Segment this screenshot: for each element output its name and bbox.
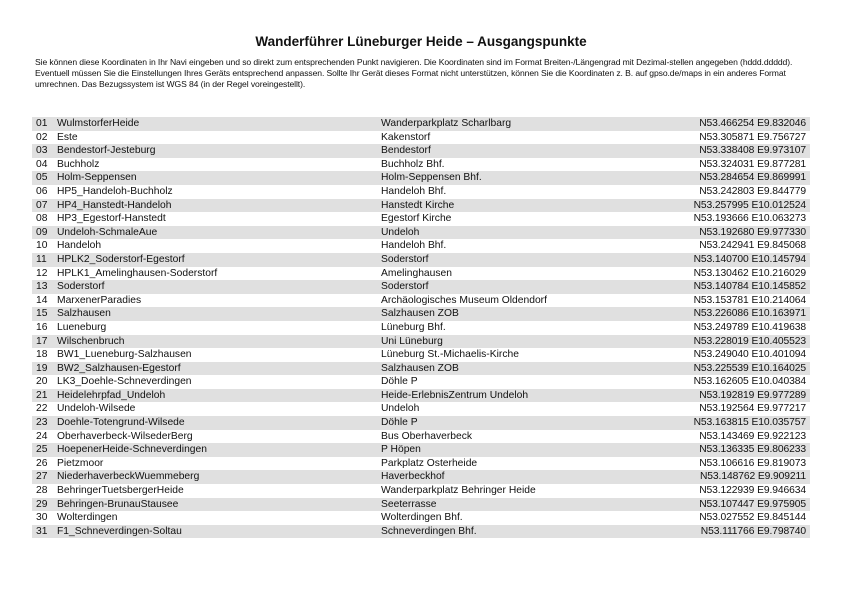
route-name: NiederhaverbeckWuemmeberg bbox=[57, 471, 200, 483]
table-row bbox=[32, 389, 810, 403]
gps-coordinates: N53.249040 E10.401094 bbox=[693, 349, 806, 361]
row-number: 13 bbox=[36, 281, 48, 293]
route-name: HP3_Egestorf-Hanstedt bbox=[57, 213, 166, 225]
route-name: Holm-Seppensen bbox=[57, 172, 137, 184]
route-name: HoepenerHeide-Schneverdingen bbox=[57, 444, 207, 456]
route-name: Oberhaverbeck-WilsederBerg bbox=[57, 430, 193, 442]
table-row bbox=[32, 280, 810, 294]
table-row bbox=[32, 430, 810, 444]
gps-coordinates: N53.305871 E9.756727 bbox=[699, 131, 806, 143]
route-name: HPLK2_Soderstorf-Egestorf bbox=[57, 253, 185, 265]
table-row bbox=[32, 185, 810, 199]
route-name: Undeloh-Wilsede bbox=[57, 403, 136, 415]
start-location: Hanstedt Kirche bbox=[381, 199, 455, 211]
route-name: Lueneburg bbox=[57, 321, 107, 333]
table-row bbox=[32, 402, 810, 416]
table-row bbox=[32, 443, 810, 457]
route-name: Este bbox=[57, 131, 78, 143]
row-number: 15 bbox=[36, 308, 48, 320]
start-location: Buchholz Bhf. bbox=[381, 158, 445, 170]
route-name: Salzhausen bbox=[57, 308, 111, 320]
row-number: 10 bbox=[36, 240, 48, 252]
start-location: P Höpen bbox=[381, 444, 421, 456]
gps-coordinates: N53.122939 E9.946634 bbox=[699, 485, 806, 497]
start-location: Handeloh Bhf. bbox=[381, 185, 447, 197]
start-location: Seeterrasse bbox=[381, 498, 437, 510]
table-row bbox=[32, 294, 810, 308]
start-location: Bus Oberhaverbeck bbox=[381, 430, 473, 442]
route-name: HP5_Handeloh-Buchholz bbox=[57, 185, 173, 197]
table-row bbox=[32, 470, 810, 484]
gps-coordinates: N53.148762 E9.909211 bbox=[699, 471, 806, 483]
table-row bbox=[32, 144, 810, 158]
start-location: Parkplatz Osterheide bbox=[381, 457, 478, 469]
gps-coordinates: N53.107447 E9.975905 bbox=[699, 498, 806, 510]
start-location: Salzhausen ZOB bbox=[381, 362, 459, 374]
row-number: 30 bbox=[36, 512, 48, 524]
gps-coordinates: N53.027552 E9.845144 bbox=[699, 512, 806, 524]
route-name: Bendestorf-Jesteburg bbox=[57, 145, 156, 157]
start-location: Uni Lüneburg bbox=[381, 335, 443, 347]
table-row bbox=[32, 511, 810, 525]
gps-coordinates: N53.324031 E9.877281 bbox=[699, 158, 806, 170]
table-row bbox=[32, 375, 810, 389]
gps-coordinates: N53.225539 E10.164025 bbox=[693, 362, 806, 374]
route-name: HPLK1_Amelinghausen-Soderstorf bbox=[57, 267, 218, 279]
gps-coordinates: N53.249789 E10.419638 bbox=[693, 321, 806, 333]
page-title: Wanderführer Lüneburger Heide – Ausgangspunkte bbox=[255, 34, 587, 49]
row-number: 07 bbox=[36, 199, 48, 211]
row-number: 18 bbox=[36, 349, 48, 361]
row-number: 01 bbox=[36, 118, 48, 129]
start-location: Kakenstorf bbox=[381, 131, 431, 143]
gps-coordinates: N53.130462 E10.216029 bbox=[693, 267, 806, 279]
table-row bbox=[32, 457, 810, 471]
start-location: Wanderparkplatz Behringer Heide bbox=[381, 485, 536, 497]
gps-coordinates: N53.466254 E9.832046 bbox=[699, 118, 806, 129]
start-location: Archäologisches Museum Oldendorf bbox=[381, 294, 547, 306]
gps-coordinates: N53.338408 E9.973107 bbox=[699, 145, 806, 157]
row-number: 09 bbox=[36, 226, 48, 238]
gps-coordinates: N53.136335 E9.806233 bbox=[699, 444, 806, 456]
start-location: Lüneburg Bhf. bbox=[381, 321, 446, 333]
gps-coordinates: N53.192819 E9.977289 bbox=[699, 389, 806, 401]
route-name: MarxenerParadies bbox=[57, 294, 142, 306]
route-name: Soderstorf bbox=[57, 281, 105, 293]
start-location: Undeloh bbox=[381, 226, 420, 238]
start-location: Wolterdingen Bhf. bbox=[381, 512, 463, 524]
gps-coordinates: N53.226086 E10.163971 bbox=[693, 308, 806, 320]
row-number: 12 bbox=[36, 267, 48, 279]
route-name: LK3_Doehle-Schneverdingen bbox=[57, 376, 192, 388]
table-row bbox=[32, 171, 810, 185]
start-location: Soderstorf bbox=[381, 253, 429, 265]
gps-coordinates: N53.228019 E10.405523 bbox=[693, 335, 806, 347]
route-name: HP4_Hanstedt-Handeloh bbox=[57, 199, 172, 211]
table-row bbox=[32, 498, 810, 512]
gps-coordinates: N53.284654 E9.869991 bbox=[699, 172, 806, 184]
gps-coordinates: N53.140784 E10.145852 bbox=[693, 281, 806, 293]
start-location: Döhle P bbox=[381, 376, 418, 388]
gps-coordinates: N53.257995 E10.012524 bbox=[693, 199, 806, 211]
table-row bbox=[32, 307, 810, 321]
table-row bbox=[32, 212, 810, 226]
gps-coordinates: N53.162605 E10.040384 bbox=[693, 376, 806, 388]
route-name: Wilschenbruch bbox=[57, 335, 125, 347]
row-number: 03 bbox=[36, 145, 48, 157]
row-number: 26 bbox=[36, 457, 48, 469]
row-number: 05 bbox=[36, 172, 48, 184]
table-row bbox=[32, 267, 810, 281]
route-name: BW2_Salzhausen-Egestorf bbox=[57, 362, 181, 374]
start-location: Salzhausen ZOB bbox=[381, 308, 459, 320]
row-number: 31 bbox=[36, 525, 48, 537]
route-name: Handeloh bbox=[57, 240, 102, 252]
route-name: WulmstorferHeide bbox=[57, 118, 140, 129]
row-number: 21 bbox=[36, 389, 48, 401]
gps-coordinates: N53.242803 E9.844779 bbox=[699, 185, 806, 197]
route-name: Buchholz bbox=[57, 158, 100, 170]
start-location: Schneverdingen Bhf. bbox=[381, 525, 477, 537]
gps-coordinates: N53.111766 E9.798740 bbox=[700, 525, 806, 537]
route-name: Behringen-BrunauStausee bbox=[57, 498, 179, 510]
row-number: 28 bbox=[36, 485, 48, 497]
row-number: 22 bbox=[36, 403, 48, 415]
route-name: F1_Schneverdingen-Soltau bbox=[57, 525, 182, 537]
start-location: Döhle P bbox=[381, 417, 418, 429]
table-row bbox=[32, 348, 810, 362]
row-number: 25 bbox=[36, 444, 48, 456]
row-number: 23 bbox=[36, 417, 48, 429]
table-row bbox=[32, 484, 810, 498]
row-number: 24 bbox=[36, 430, 48, 442]
route-name: Undeloh-SchmaleAue bbox=[57, 226, 158, 238]
gps-coordinates: N53.106616 E9.819073 bbox=[699, 457, 806, 469]
route-name: Wolterdingen bbox=[57, 512, 118, 524]
row-number: 02 bbox=[36, 131, 48, 143]
start-location: Handeloh Bhf. bbox=[381, 240, 447, 252]
row-number: 14 bbox=[36, 294, 48, 306]
gps-coordinates: N53.143469 E9.922123 bbox=[699, 430, 806, 442]
start-location: Haverbeckhof bbox=[381, 471, 445, 483]
table-row bbox=[32, 239, 810, 253]
route-name: BW1_Lueneburg-Salzhausen bbox=[57, 349, 192, 361]
route-name: Heidelehrpfad_Undeloh bbox=[57, 389, 166, 401]
start-location: Lüneburg St.-Michaelis-Kirche bbox=[381, 349, 519, 361]
gps-coordinates: N53.163815 E10.035757 bbox=[693, 417, 806, 429]
start-location: Holm-Seppensen Bhf. bbox=[381, 172, 482, 184]
table-row bbox=[32, 158, 810, 172]
row-number: 19 bbox=[36, 362, 48, 374]
start-location: Bendestorf bbox=[381, 145, 431, 157]
intro-text bbox=[35, 57, 807, 90]
gps-coordinates: N53.193666 E10.063273 bbox=[693, 213, 806, 225]
gps-coordinates: N53.140700 E10.145794 bbox=[693, 253, 806, 265]
route-name: Doehle-Totengrund-Wilsede bbox=[57, 417, 185, 429]
row-number: 11 bbox=[36, 253, 47, 265]
table-row bbox=[32, 362, 810, 376]
row-number: 06 bbox=[36, 185, 48, 197]
table-row bbox=[32, 117, 810, 131]
intro-paragraph-1: Sie können diese Koordinaten in Ihr Navi eingeben und so direkt zum entsprechenden Punkt navigieren. Die Koordinaten sind im Format Breiten-/Längengrad mit Dezimal-stellen angegeben (hddd.ddddd). bbox=[35, 57, 793, 67]
route-name: Pietzmoor bbox=[57, 457, 104, 469]
table-row bbox=[32, 525, 810, 539]
row-number: 17 bbox=[36, 335, 48, 347]
table-row bbox=[32, 131, 810, 145]
gps-coordinates: N53.242941 E9.845068 bbox=[699, 240, 806, 252]
table-row bbox=[32, 253, 810, 267]
row-number: 27 bbox=[36, 471, 48, 483]
row-number: 29 bbox=[36, 498, 48, 510]
start-location: Soderstorf bbox=[381, 281, 429, 293]
intro-paragraph-2: Eventuell müssen Sie die Einstellungen Ihres Geräts entsprechend anpassen. Sollte Ihr Gerät dieses Format nicht unterstützen, können Sie die Koordinaten z. B. auf gpso.de/maps in ein anderes Format umrechnen. Das Bezugssystem ist WGS 84 (in der Regel voreingestellt). bbox=[35, 68, 786, 89]
start-location: Undeloh bbox=[381, 403, 420, 415]
route-name: BehringerTuetsbergerHeide bbox=[57, 485, 184, 497]
row-number: 08 bbox=[36, 213, 48, 225]
row-number: 16 bbox=[36, 321, 48, 333]
table-row bbox=[32, 416, 810, 430]
starting-points-table bbox=[32, 117, 810, 538]
table-row bbox=[32, 226, 810, 240]
table-row bbox=[32, 321, 810, 335]
table-row bbox=[32, 199, 810, 213]
gps-coordinates: N53.192564 E9.977217 bbox=[699, 403, 806, 415]
start-location: Amelinghausen bbox=[381, 267, 452, 279]
row-number: 20 bbox=[36, 376, 48, 388]
gps-coordinates: N53.192680 E9.977330 bbox=[699, 226, 806, 238]
row-number: 04 bbox=[36, 158, 48, 170]
start-location: Heide-ErlebnisZentrum Undeloh bbox=[381, 389, 529, 401]
start-location: Wanderparkplatz Scharlbarg bbox=[381, 118, 512, 129]
table-row bbox=[32, 335, 810, 349]
start-location: Egestorf Kirche bbox=[381, 213, 452, 225]
gps-coordinates: N53.153781 E10.214064 bbox=[693, 294, 806, 306]
